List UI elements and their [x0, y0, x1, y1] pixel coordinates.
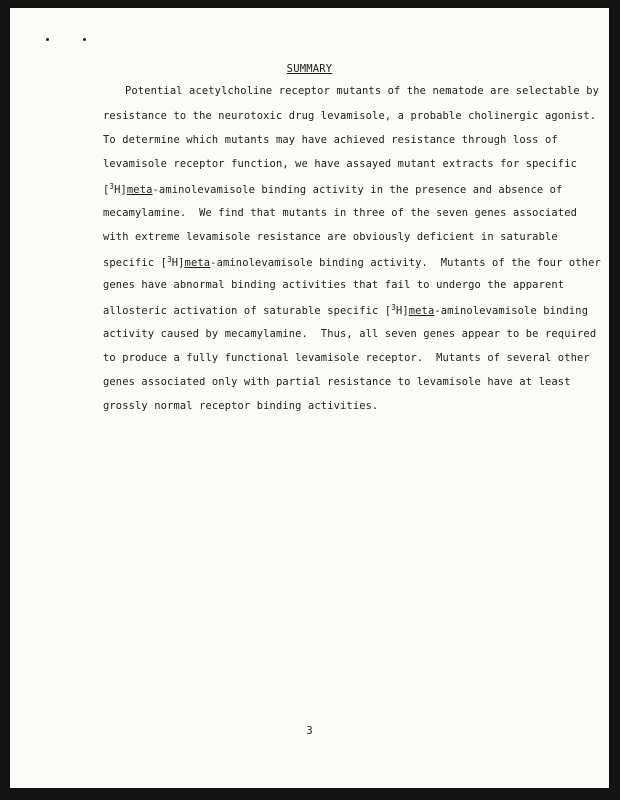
document-page — [10, 8, 609, 788]
summary-line: [$^3$H]meta-aminolevamisole binding activity in the presence and absence of — [103, 182, 563, 196]
summary-line: to produce a fully functional levamisole receptor. Mutants of several other — [103, 352, 590, 364]
summary-line: resistance to the neurotoxic drug levamisole, a probable cholinergic agonist. — [103, 110, 597, 122]
summary-line: with extreme levamisole resistance are obviously deficient in saturable — [103, 231, 558, 243]
paper-speck — [46, 38, 49, 41]
summary-line: grossly normal receptor binding activities. — [103, 400, 379, 412]
paper-speck — [83, 38, 86, 41]
summary-line: genes associated only with partial resistance to levamisole have at least — [103, 376, 571, 388]
page-number: 3 — [306, 725, 313, 737]
summary-line: mecamylamine. We find that mutants in three of the seven genes associated — [103, 207, 578, 219]
page-title: SUMMARY — [286, 63, 333, 75]
summary-line: specific [$^3$H]meta-aminolevamisole binding activity. Mutants of the four other — [103, 255, 601, 269]
summary-line: Potential acetylcholine receptor mutants of the nematode are selectable by — [125, 85, 600, 97]
summary-line: To determine which mutants may have achieved resistance through loss of — [103, 134, 558, 146]
summary-line: levamisole receptor function, we have assayed mutant extracts for specific — [103, 158, 578, 170]
summary-line: genes have abnormal binding activities that fail to undergo the apparent — [103, 279, 565, 291]
summary-line: activity caused by mecamylamine. Thus, all seven genes appear to be required — [103, 328, 597, 340]
summary-line: allosteric activation of saturable specific [$^3$H]meta-aminolevamisole binding — [103, 303, 589, 317]
